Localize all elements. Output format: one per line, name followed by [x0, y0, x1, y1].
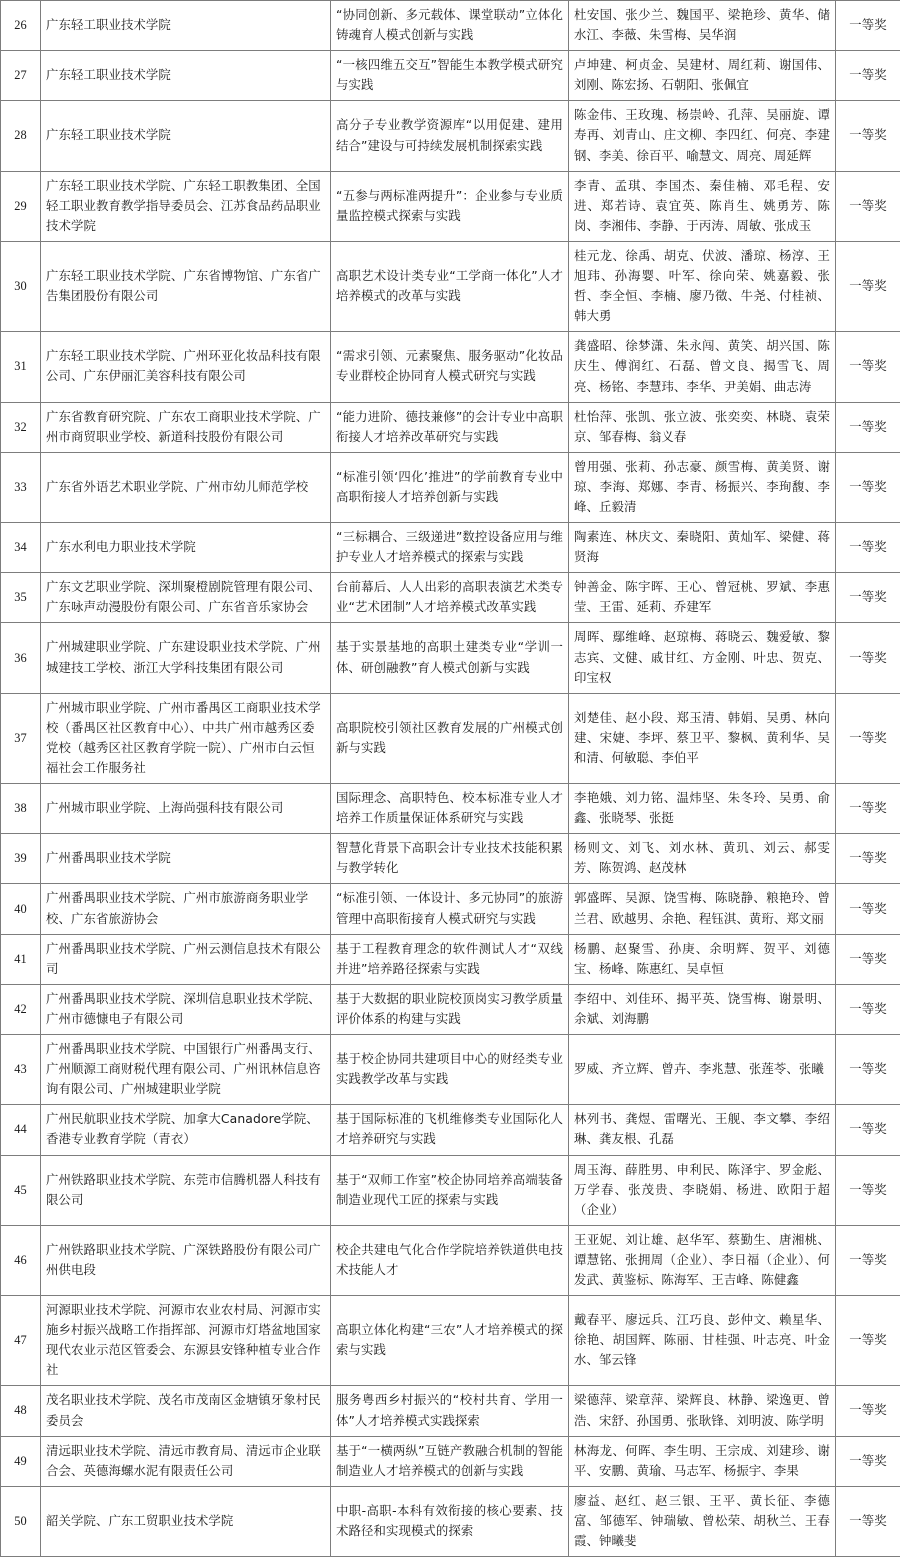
row-index-cell: 30: [1, 241, 41, 331]
contributors-cell: 钟善金、陈宇晖、王心、曾冠桃、罗斌、李惠莹、王雷、延莉、乔建军: [569, 573, 836, 623]
table-row: [1, 523, 900, 573]
achievement-title-cell: 国际理念、高职特色、校本标准专业人才培养工作质量保证体系研究与实践: [331, 784, 569, 834]
completing-unit-cell: 广东轻工职业技术学院: [41, 1, 331, 51]
table-row: [1, 1296, 900, 1386]
contributors-cell: 戴春平、廖远兵、江巧良、彭仲文、赖星华、徐艳、胡国辉、陈丽、甘桂强、叶志亮、叶金水、邹云锋: [569, 1296, 836, 1386]
contributors-cell: 梁德萍、梁章萍、梁辉良、林静、梁逸更、曾浩、宋舒、孙国勇、张耿锋、刘明波、陈学明: [569, 1386, 836, 1436]
achievement-title-cell: “一核四维五交互”智能生本教学模式研究与实践: [331, 51, 569, 101]
achievement-title-cell: 基于国际标准的飞机维修类专业国际化人才培养研究与实践: [331, 1105, 569, 1155]
achievement-title-cell: “需求引领、元素聚焦、服务驱动”化妆品专业群校企协同育人模式研究与实践: [331, 332, 569, 402]
award-level-cell: 一等奖: [836, 1386, 900, 1436]
table-row: [1, 573, 900, 623]
award-level-cell: 一等奖: [836, 1296, 900, 1386]
table-row: [1, 623, 900, 693]
contributors-cell: 王亚妮、刘让雄、赵华军、蔡勤生、唐湘桃、谭慧铭、张拥周（企业）、李日福（企业）、何发武、黄鉴标、陈海军、王吉峰、陈健鑫: [569, 1225, 836, 1295]
row-index-cell: 50: [1, 1486, 41, 1556]
table-row: [1, 784, 900, 834]
award-level-cell: 一等奖: [836, 1035, 900, 1105]
contributors-cell: 曾用强、张莉、孙志豪、颜雪梅、黄美贤、谢琼、李海、郑娜、李青、杨振兴、李珣馥、李峰、丘毅清: [569, 452, 836, 522]
contributors-cell: 杜怡萍、张凯、张立波、张奕奕、林晓、袁荣京、邹春梅、翁义春: [569, 402, 836, 452]
contributors-cell: 廖益、赵红、赵三银、王平、黄长征、李德富、邹德军、钟瑞敏、曾松荣、胡秋兰、王春霞、钟曦斐: [569, 1486, 836, 1556]
row-index-cell: 44: [1, 1105, 41, 1155]
award-level-cell: 一等奖: [836, 241, 900, 331]
contributors-cell: 李绍中、刘佳环、揭平英、饶雪梅、谢景明、余斌、刘海鹏: [569, 984, 836, 1034]
completing-unit-cell: 广东轻工职业技术学院: [41, 101, 331, 171]
achievement-title-cell: “能力进阶、德技兼修”的会计专业中高职衔接人才培养改革研究与实践: [331, 402, 569, 452]
table-row: [1, 693, 900, 783]
completing-unit-cell: 广州番禺职业技术学院、中国银行广州番禺支行、广州顺源工商财税代理有限公司、广州讯林信息咨询有限公司、广州城建职业学院: [41, 1035, 331, 1105]
award-level-cell: 一等奖: [836, 834, 900, 884]
row-index-cell: 49: [1, 1436, 41, 1486]
achievement-title-cell: 校企共建电气化合作学院培养铁道供电技术技能人才: [331, 1225, 569, 1295]
row-index-cell: 35: [1, 573, 41, 623]
contributors-cell: 陈金伟、王玫瑰、杨崇岭、孔萍、吴丽旋、谭寿再、刘青山、庄文柳、李四红、何亮、李建钢、李美、徐百平、喻慧文、周亮、周延辉: [569, 101, 836, 171]
row-index-cell: 31: [1, 332, 41, 402]
row-index-cell: 46: [1, 1225, 41, 1295]
contributors-cell: 杜安国、张少兰、魏国平、梁艳珍、黄华、储水江、李薇、朱雪梅、吴华润: [569, 1, 836, 51]
row-index-cell: 48: [1, 1386, 41, 1436]
achievement-title-cell: 服务粤西乡村振兴的“校村共育、学用一体”人才培养模式实践探索: [331, 1386, 569, 1436]
completing-unit-cell: 广东轻工职业技术学院、广东轻工职教集团、全国轻工职业教育教学指导委员会、江苏食品药品职业技术学院: [41, 171, 331, 241]
achievement-title-cell: 基于大数据的职业院校顶岗实习教学质量评价体系的构建与实践: [331, 984, 569, 1034]
row-index-cell: 34: [1, 523, 41, 573]
contributors-cell: 杨鹏、赵聚雪、孙庚、余明辉、贺平、刘德宝、杨峰、陈惠红、吴卓恒: [569, 934, 836, 984]
table-row: [1, 332, 900, 402]
row-index-cell: 33: [1, 452, 41, 522]
award-level-cell: 一等奖: [836, 784, 900, 834]
award-table-body: [1, 1, 900, 1557]
table-row: [1, 402, 900, 452]
achievement-title-cell: 基于“一横两纵”互链产教融合机制的智能制造业人才培养模式的创新与实践: [331, 1436, 569, 1486]
table-row: [1, 834, 900, 884]
achievement-title-cell: 高分子专业教学资源库“以用促建、建用结合”建设与可持续发展机制探索实践: [331, 101, 569, 171]
table-row: [1, 1225, 900, 1295]
completing-unit-cell: 广州城建职业学院、广东建设职业技术学院、广州城建技工学校、浙江大学科技集团有限公司: [41, 623, 331, 693]
contributors-cell: 桂元龙、徐禹、胡克、伏波、潘琼、杨淳、王旭玮、孙海婴、叶军、徐向荣、姚嘉毅、张哲、李全恒、李楠、廖乃徵、牛尧、付桂祯、韩大勇: [569, 241, 836, 331]
table-row: [1, 101, 900, 171]
table-row: [1, 1105, 900, 1155]
award-level-cell: 一等奖: [836, 984, 900, 1034]
completing-unit-cell: 广州番禺职业技术学院、深圳信息职业技术学院、广州市德慷电子有限公司: [41, 984, 331, 1034]
award-level-cell: 一等奖: [836, 101, 900, 171]
contributors-cell: 周玉海、薛胜男、申利民、陈泽宇、罗金彪、万学春、张茂贵、李晓娟、杨进、欧阳于超（企业）: [569, 1155, 836, 1225]
row-index-cell: 45: [1, 1155, 41, 1225]
table-row: [1, 171, 900, 241]
completing-unit-cell: 广州番禺职业技术学院: [41, 834, 331, 884]
row-index-cell: 41: [1, 934, 41, 984]
completing-unit-cell: 广东水利电力职业技术学院: [41, 523, 331, 573]
row-index-cell: 47: [1, 1296, 41, 1386]
award-level-cell: 一等奖: [836, 573, 900, 623]
award-level-cell: 一等奖: [836, 1436, 900, 1486]
achievement-title-cell: 高职艺术设计类专业“工学商一体化”人才培养模式的改革与实践: [331, 241, 569, 331]
row-index-cell: 29: [1, 171, 41, 241]
completing-unit-cell: 广东文艺职业学院、深圳聚橙剧院管理有限公司、广东咏声动漫股份有限公司、广东省音乐家协会: [41, 573, 331, 623]
completing-unit-cell: 广东轻工职业技术学院、广东省博物馆、广东省广告集团股份有限公司: [41, 241, 331, 331]
completing-unit-cell: 广州番禺职业技术学院、广州云测信息技术有限公司: [41, 934, 331, 984]
completing-unit-cell: 韶关学院、广东工贸职业技术学院: [41, 1486, 331, 1556]
completing-unit-cell: 河源职业技术学院、河源市农业农村局、河源市实施乡村振兴战略工作指挥部、河源市灯塔盆地国家现代农业示范区管委会、东源县安锋种植专业合作社: [41, 1296, 331, 1386]
row-index-cell: 26: [1, 1, 41, 51]
contributors-cell: 郭盛晖、吴源、饶雪梅、陈晓静、粮艳玲、曾兰君、欧越男、余艳、程钰淇、黄珩、郑文丽: [569, 884, 836, 934]
achievement-title-cell: 高职院校引领社区教育发展的广州模式创新与实践: [331, 693, 569, 783]
table-row: [1, 1, 900, 51]
completing-unit-cell: 广东轻工职业技术学院: [41, 51, 331, 101]
table-row: [1, 51, 900, 101]
contributors-cell: 刘楚佳、赵小段、郑玉清、韩娟、吴勇、林向建、宋婕、李坪、蔡卫平、黎枫、黄利华、吴和清、何敏聪、李伯平: [569, 693, 836, 783]
completing-unit-cell: 广州城市职业学院、广州市番禺区工商职业技术学校（番禺区社区教育中心）、中共广州市越秀区委党校（越秀区社区教育学院一院）、广州市白云恒福社会工作服务社: [41, 693, 331, 783]
contributors-cell: 罗威、齐立辉、曾卉、李兆慧、张莲苓、张曦: [569, 1035, 836, 1105]
contributors-cell: 龚盛昭、徐梦潇、朱永闯、黄笑、胡兴国、陈庆生、傅润红、石磊、曾文良、揭雪飞、周亮、杨铭、李慧玮、李华、尹美娟、曲志涛: [569, 332, 836, 402]
table-row: [1, 934, 900, 984]
contributors-cell: 周晖、鄢维峰、赵琼梅、蒋晓云、魏爱敏、黎志宾、文健、戚甘红、方金刚、叶忠、贺克、印宝权: [569, 623, 836, 693]
contributors-cell: 陶素连、林庆文、秦晓阳、黄灿军、梁健、蒋贤海: [569, 523, 836, 573]
award-level-cell: 一等奖: [836, 171, 900, 241]
achievement-title-cell: “标准引领、一体设计、多元协同”的旅游管理中高职衔接育人模式研究与实践: [331, 884, 569, 934]
row-index-cell: 43: [1, 1035, 41, 1105]
achievement-title-cell: 基于实景基地的高职土建类专业“学训一体、研创融教”育人模式创新与实践: [331, 623, 569, 693]
completing-unit-cell: 清远职业技术学院、清远市教育局、清远市企业联合会、英德海螺水泥有限责任公司: [41, 1436, 331, 1486]
table-row: [1, 884, 900, 934]
achievement-title-cell: 中职-高职-本科有效衔接的核心要素、技术路径和实现模式的探索: [331, 1486, 569, 1556]
achievement-title-cell: 智慧化背景下高职会计专业技术技能积累与教学转化: [331, 834, 569, 884]
achievement-title-cell: 基于“双师工作室”校企协同培养高端装备制造业现代工匠的探索与实践: [331, 1155, 569, 1225]
award-level-cell: 一等奖: [836, 1155, 900, 1225]
award-level-cell: 一等奖: [836, 1105, 900, 1155]
table-row: [1, 1386, 900, 1436]
achievement-title-cell: 基于校企协同共建项目中心的财经类专业实践教学改革与实践: [331, 1035, 569, 1105]
contributors-cell: 杨则文、刘飞、刘水林、黄玑、刘云、郝雯芳、陈贺鸿、赵茂林: [569, 834, 836, 884]
achievement-title-cell: “五参与两标准两提升”：企业参与专业质量监控模式探索与实践: [331, 171, 569, 241]
completing-unit-cell: 广州铁路职业技术学院、东莞市信腾机器人科技有限公司: [41, 1155, 331, 1225]
completing-unit-cell: 广东轻工职业技术学院、广州环亚化妆品科技有限公司、广东伊丽汇美容科技有限公司: [41, 332, 331, 402]
row-index-cell: 37: [1, 693, 41, 783]
row-index-cell: 39: [1, 834, 41, 884]
row-index-cell: 40: [1, 884, 41, 934]
row-index-cell: 28: [1, 101, 41, 171]
award-level-cell: 一等奖: [836, 934, 900, 984]
table-row: [1, 452, 900, 522]
award-level-cell: 一等奖: [836, 452, 900, 522]
achievement-title-cell: 基于工程教育理念的软件测试人才“双线并进”培养路径探索与实践: [331, 934, 569, 984]
row-index-cell: 27: [1, 51, 41, 101]
award-level-cell: 一等奖: [836, 693, 900, 783]
completing-unit-cell: 广州铁路职业技术学院、广深铁路股份有限公司广州供电段: [41, 1225, 331, 1295]
achievement-title-cell: “协同创新、多元载体、课堂联动”立体化铸魂育人模式创新与实践: [331, 1, 569, 51]
contributors-cell: 卢坤建、柯贞金、吴建材、周红莉、谢国伟、刘刚、陈宏扬、石朝阳、张佩宜: [569, 51, 836, 101]
achievement-title-cell: 台前幕后、人人出彩的高职表演艺术类专业“艺术团制”人才培养模式改革实践: [331, 573, 569, 623]
table-row: [1, 241, 900, 331]
award-level-cell: 一等奖: [836, 51, 900, 101]
award-level-cell: 一等奖: [836, 402, 900, 452]
table-row: [1, 1035, 900, 1105]
table-row: [1, 984, 900, 1034]
award-level-cell: 一等奖: [836, 1486, 900, 1556]
award-level-cell: 一等奖: [836, 332, 900, 402]
row-index-cell: 32: [1, 402, 41, 452]
table-row: [1, 1486, 900, 1556]
award-level-cell: 一等奖: [836, 623, 900, 693]
completing-unit-cell: 广东省教育研究院、广东农工商职业技术学院、广州市商贸职业学校、新道科技股份有限公司: [41, 402, 331, 452]
table-row: [1, 1155, 900, 1225]
achievement-title-cell: 高职立体化构建“三农”人才培养模式的探索与实践: [331, 1296, 569, 1386]
completing-unit-cell: 广东省外语艺术职业学院、广州市幼儿师范学校: [41, 452, 331, 522]
row-index-cell: 38: [1, 784, 41, 834]
contributors-cell: 林列书、龚煜、雷曙光、王舰、李文攀、李绍琳、龚友根、孔磊: [569, 1105, 836, 1155]
completing-unit-cell: 广州城市职业学院、上海尚强科技有限公司: [41, 784, 331, 834]
row-index-cell: 36: [1, 623, 41, 693]
contributors-cell: 林海龙、何晖、李生明、王宗成、刘建珍、谢平、安鹏、黄瑜、马志军、杨振宇、李果: [569, 1436, 836, 1486]
award-level-cell: 一等奖: [836, 1225, 900, 1295]
award-level-cell: 一等奖: [836, 884, 900, 934]
table-row: [1, 1436, 900, 1486]
achievement-title-cell: “标准引领‘四化’推进”的学前教育专业中高职衔接人才培养创新与实践: [331, 452, 569, 522]
row-index-cell: 42: [1, 984, 41, 1034]
contributors-cell: 李艳娥、刘力铭、温炜坚、朱冬玲、吴勇、俞鑫、张晓琴、张挺: [569, 784, 836, 834]
award-level-cell: 一等奖: [836, 1, 900, 51]
achievement-title-cell: “三标耦合、三级递进”数控设备应用与维护专业人才培养模式的探索与实践: [331, 523, 569, 573]
award-level-cell: 一等奖: [836, 523, 900, 573]
completing-unit-cell: 广州民航职业技术学院、加拿大Canadore学院、香港专业教育学院（青衣）: [41, 1105, 331, 1155]
completing-unit-cell: 茂名职业技术学院、茂名市茂南区金塘镇牙象村民委员会: [41, 1386, 331, 1436]
contributors-cell: 李青、孟琪、李国杰、秦佳楠、邓毛程、安进、郑若诗、袁宜英、陈肖生、姚勇芳、陈岗、李湘伟、李静、于丙涛、周敏、张成玉: [569, 171, 836, 241]
completing-unit-cell: 广州番禺职业技术学院、广州市旅游商务职业学校、广东省旅游协会: [41, 884, 331, 934]
